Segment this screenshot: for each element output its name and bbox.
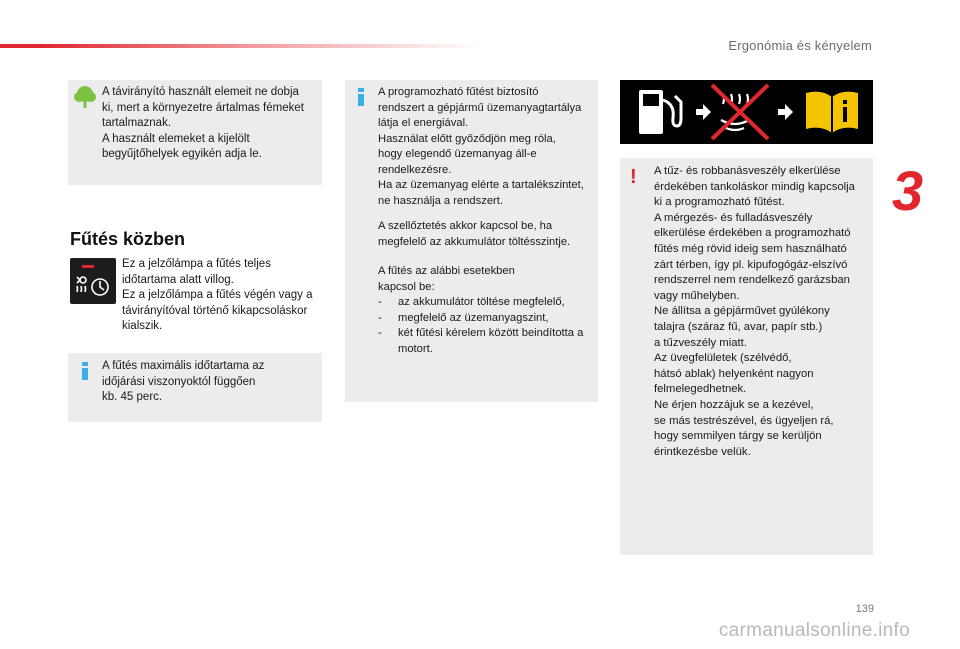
info-duration-text	[102, 359, 317, 406]
arrow-right-icon	[778, 104, 793, 120]
text-line: fűtés még rövid ideig sem használható	[654, 242, 847, 255]
eco-tip-text	[102, 85, 317, 163]
text-line: elkerülése érdekében a programozható	[654, 227, 851, 240]
tree-icon	[74, 85, 96, 109]
text-line: tartalmaznak.	[102, 117, 172, 129]
list-item: - az akkumulátor töltése megfelelő,	[378, 295, 596, 311]
heating-conditions-list	[378, 295, 596, 357]
heating-indicator-text	[122, 257, 322, 335]
text-line: A szellőztetés akkor kapcsol be, ha	[378, 220, 553, 232]
info-box-fuel	[345, 80, 598, 402]
watermark[interactable]: carmanualsonline.info	[718, 620, 910, 641]
info-icon	[356, 88, 366, 108]
text-line: begyűjtőhelyek egyikén adja le.	[102, 148, 262, 160]
text-line: A programozható fűtést biztosító	[378, 86, 539, 98]
chapter-number: 3	[892, 159, 924, 222]
list-item: - két fűtési kérelem között beindította a motort.	[378, 326, 596, 357]
warning-text	[654, 164, 872, 460]
info-fuel-text	[378, 85, 596, 357]
text-line: A fűtés maximális időtartama az	[102, 360, 265, 372]
text-line: a tűzveszély miatt.	[654, 336, 747, 349]
text-line: Ez a jelzőlámpa a fűtés végén vagy a	[122, 289, 313, 301]
info-icon	[80, 362, 90, 382]
text-line: érdekében tankoláskor mindig kapcsolja	[654, 180, 855, 193]
heating-timer-icon	[70, 258, 116, 304]
text-line: felmelegedhetnek.	[654, 383, 747, 396]
manual-book-icon	[806, 92, 858, 133]
warning-box	[620, 158, 873, 555]
text-line: időtartama alatt villog.	[122, 273, 234, 286]
text-line: rendszert a gépjármű üzemanyagtartálya	[378, 101, 582, 114]
arrow-right-icon	[696, 104, 711, 120]
info-box-duration	[68, 353, 322, 422]
text-line: ne használja a rendszert.	[378, 194, 504, 207]
text-line: ki, mert a környezetre ártalmas fémeket	[102, 101, 304, 114]
text-line: se más testrészével, és ügyeljen rá,	[654, 414, 834, 427]
text-line: A fűtés az alábbi esetekben	[378, 265, 515, 277]
text-line: kb. 45 perc.	[102, 391, 163, 403]
text-line: hátsó ablak) helyenként nagyon	[654, 367, 814, 380]
text-line: Ne érjen hozzájuk se a kezével,	[654, 398, 814, 411]
text-line: A mérgezés- és fulladásveszély	[654, 211, 813, 224]
text-line: A tűz- és robbanásveszély elkerülése	[654, 165, 841, 177]
text-line: talajra (száraz fű, avar, papír stb.)	[654, 320, 823, 333]
header-accent-bar	[0, 44, 480, 48]
text-line: A távirányító használt elemeit ne dobja	[102, 86, 299, 98]
text-line: kialszik.	[122, 320, 163, 332]
text-line: látja el energiával.	[378, 117, 469, 129]
text-line: időjárási viszonyoktól függően	[102, 375, 256, 388]
text-line: Használat előtt győződjön meg róla,	[378, 132, 556, 145]
list-item: - megfelelő az üzemanyagszint,	[378, 311, 596, 327]
fuel-pump-icon	[639, 90, 681, 134]
text-line: távirányítóval történő kikapcsoláskor	[122, 304, 308, 317]
text-line: hogy semmilyen tárgy se kerüljön	[654, 430, 822, 443]
text-line: rendszerrel nem rendelkező garázsban	[654, 274, 850, 287]
text-line: hogy elegendő üzemanyag áll-e	[378, 148, 537, 160]
warning-icon: !	[630, 166, 637, 188]
crossed-heating-icon	[712, 85, 768, 139]
text-line: Ez a jelzőlámpa a fűtés teljes	[122, 258, 271, 270]
fuel-warning-diagram	[620, 80, 873, 144]
text-line: A használt elemeket a kijelölt	[102, 132, 250, 145]
text-line: Ne állítsa a gépjárművet gyúlékony	[654, 305, 830, 318]
text-line: ki a programozható fűtést.	[654, 196, 785, 209]
text-line: rendelkezésre.	[378, 163, 452, 176]
text-line: Ha az üzemanyag elérte a tartalékszintet,	[378, 179, 584, 191]
eco-tip-box	[68, 80, 322, 185]
text-line: kapcsol be:	[378, 280, 435, 293]
section-title: Fűtés közben	[70, 229, 186, 249]
text-line: megfelelő az akkumulátor töltésszintje.	[378, 235, 571, 248]
page-number: 139	[855, 603, 874, 615]
text-line: érintkezésbe velük.	[654, 445, 751, 458]
text-line: vagy műhelyben.	[654, 289, 740, 302]
text-line: Az üvegfelületek (szélvédő,	[654, 352, 792, 365]
text-line: zárt térben, így pl. kipufogógáz-elszívó	[654, 258, 848, 271]
chapter-title: Ergonómia és kényelem	[728, 38, 872, 53]
